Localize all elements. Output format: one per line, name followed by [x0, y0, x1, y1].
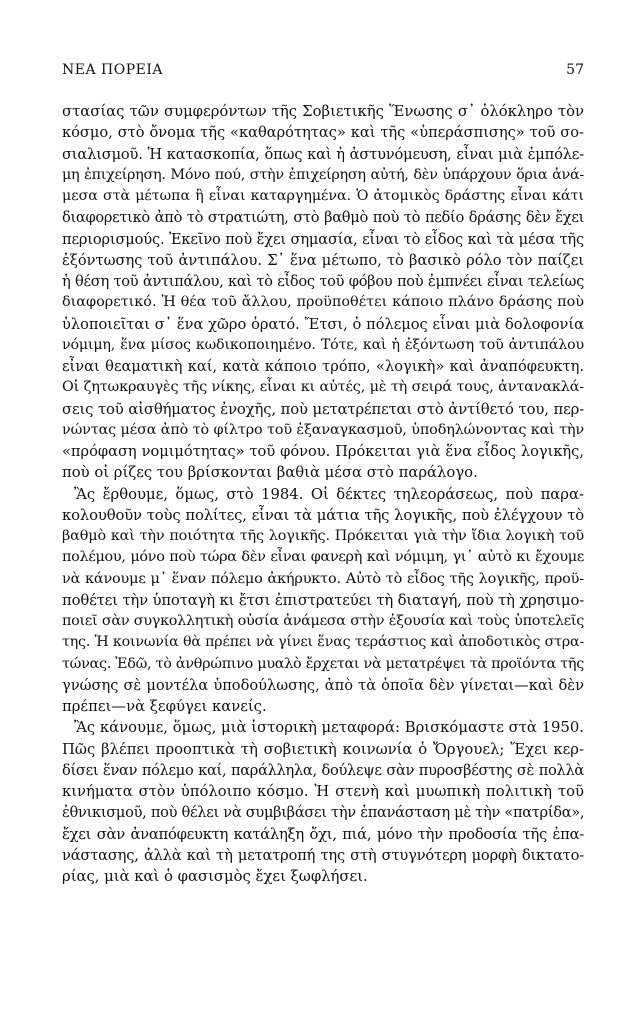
- text-line: Ἂς ἔρθουμε, ὅμως, στὸ 1984. Οἱ δέκτες τηλεοράσεως, ποὺ παρα-: [74, 485, 584, 503]
- text-line: ἐξόντωσης τοῦ ἀντιπάλου. Σ᾽ ἕνα μέτωπο, τὸ βασικὸ ρόλο τὸν παίζει: [62, 251, 584, 269]
- page-number: 57: [566, 62, 584, 78]
- text-line: διαφορετικό. Ἡ θέα τοῦ ἄλλου, προϋποθέτει κάποιο πλάνο δράσης ποὺ: [62, 294, 584, 311]
- text-line: εἶναι θεαματικὴ καί, κατὰ κάποιο τρόπο, «λογικὴ» καὶ ἀναπόφευκτη.: [62, 358, 584, 375]
- text-line: νόμιμη, ἕνα μίσος κωδικοποιημένο. Τότε, καὶ ἡ ἐξόντωση τοῦ ἀντιπάλου: [62, 336, 584, 353]
- text-line: κολουθοῦν τοὺς πολίτες, εἶναι τὰ μάτια τῆς λογικῆς, ποὺ ἐλέγχουν τὸ: [62, 506, 584, 524]
- text-line: κινήματα στὸν ὑπόλοιπο κόσμο. Ἡ στενὴ καὶ μυωπικὴ πολιτικὴ τοῦ: [62, 783, 584, 800]
- text-line: ὑλοποιεῖται σ᾽ ἕνα χῶρο ὁρατό. Ἔτσι, ὁ πόλεμος εἶναι μιὰ δολοφονία: [62, 315, 584, 333]
- text-line: περιορισμούς. Ἐκεῖνο ποὺ ἔχει σημασία, εἶναι τὸ εἶδος καὶ τὰ μέσα τῆς: [62, 230, 584, 248]
- text-line: ποὺ οἱ ρίζες του βρίσκονται βαθιὰ μέσα στὸ παράλογο.: [62, 464, 478, 482]
- text-line: Ἂς κάνουμε, ὅμως, μιὰ ἱστορικὴ μεταφορά: Βρισκόμαστε στὰ 1950.: [74, 719, 584, 737]
- paragraph-2: [62, 484, 584, 718]
- text-line: μεσα στὰ μέτωπα ἢ εἶναι καταργημένα. Ὁ ἀτομικὸς δράστης εἶναι κάτι: [62, 188, 584, 204]
- text-line: βαθμὸ καὶ τὴν ποιότητα τῆς λογικῆς. Πρόκειται γιὰ τὴν ἴδια λογικὴ τοῦ: [62, 528, 584, 544]
- text-line: γνώσης σὲ μοντέλα ὑποδούλωσης, ἀπὸ τὰ ὁποῖα δὲν γίνεται—καὶ δὲν: [62, 676, 584, 694]
- running-header: [62, 60, 584, 80]
- text-line: πολέμου, μόνο ποὺ τώρα δὲν εἶναι φανερὴ καὶ νόμιμη, γι᾽ αὐτὸ κι ἔχουμε: [62, 549, 584, 566]
- text-line: μη ἐπιχείρηση. Μόνο πού, στὴν ἐπιχείρηση αὐτή, δὲν ὑπάρχουν ὅρια ἀνά-: [62, 166, 584, 183]
- text-line: κόσμο, στὸ ὄνομα τῆς «καθαρότητας» καὶ τῆς «ὑπεράσπισης» τοῦ σο-: [62, 124, 584, 142]
- text-line: σεις τοῦ αἰσθήματος ἐνοχῆς, ποὺ μετατρέπεται στὸ ἀντίθετό του, περ-: [62, 400, 584, 418]
- text-line: «πρόφαση νομιμότητας» τοῦ φόνου. Πρόκειται γιὰ ἕνα εἶδος λογικῆς,: [62, 443, 584, 460]
- text-line: ποιεῖ σὰν συγκολλητικὴ οὐσία ἀνάμεσα στὴν ἐξουσία καὶ τοὺς ὑποτελεῖς: [62, 613, 584, 629]
- text-line: νάστασης, ἀλλὰ καὶ τὴ μετατροπή της στὴ στυγνότερη μορφὴ δικτατο-: [62, 846, 584, 864]
- text-line: τώνας. Ἐδῶ, τὸ ἀνθρώπινο μυαλὸ ἔρχεται νὰ μετατρέψει τὰ προϊόντα τῆς: [62, 655, 584, 672]
- text-line: δίσει ἕναν πόλεμο καί, παράλληλα, δούλεψε σὰν πυροσβέστης σὲ πολλὰ: [62, 761, 584, 779]
- text-line: νώντας μέσα ἀπὸ τὸ φίλτρο τοῦ ἐξαναγκασμοῦ, ὑποδηλώνοντας καὶ τὴν: [62, 421, 584, 438]
- text-line: πρέπει—νὰ ξεφύγει κανείς.: [62, 698, 267, 715]
- text-line: ἐθνικισμοῦ, ποὺ θέλει νὰ συμβιβάσει τὴν ἐπανάσταση μὲ τὴν «πατρίδα»,: [62, 804, 584, 822]
- text-line: Πῶς βλέπει προοπτικὰ τὴ σοβιετικὴ κοινωνία ὁ Ὄργουελ; Ἔχει κερ-: [62, 740, 584, 758]
- text-line: διαφορετικὸ ἀπὸ τὸ στρατιώτη, στὸ βαθμὸ ποὺ τὸ πεδίο δράσης δὲν ἔχει: [62, 209, 584, 227]
- paragraph-3: [62, 717, 584, 887]
- text-line: σιαλισμοῦ. Ἡ κατασκοπία, ὅπως καὶ ἡ ἀστυνόμευση, εἶναι μιὰ ἐμπόλε-: [62, 145, 584, 163]
- text-line: της. Ἡ κοινωνία θὰ πρέπει νὰ γίνει ἕνας τεράστιος καὶ ἀποδοτικὸς στρα-: [62, 634, 584, 651]
- paragraph-1: [62, 101, 584, 484]
- text-line: ποθέτει τὴν ὑποταγὴ κι ἔτσι ἐπιστρατεύει τὴ διαταγή, ποὺ τὴ χρησιμο-: [62, 591, 584, 609]
- text-line: στασίας τῶν συμφερόντων τῆς Σοβιετικῆς Ἕνωσης σ᾽ ὁλόκληρο τὸν: [62, 103, 584, 120]
- body-text: [62, 101, 584, 887]
- text-line: ἔχει σὰν ἀναπόφευκτη κατάληξη ὄχι, πιά, μόνο τὴν προδοσία τῆς ἐπα-: [62, 825, 584, 843]
- text-line: νὰ κάνουμε μ᾽ ἕναν πόλεμο ἀκήρυκτο. Αὐτὸ τὸ εἶδος τῆς λογικῆς, προϋ-: [62, 570, 584, 587]
- text-line: Οἱ ζητωκραυγὲς τῆς νίκης, εἶναι κι αὐτές, μὲ τὴ σειρά τους, ἀντανακλά-: [62, 379, 584, 396]
- text-line: ρίας, μιὰ καὶ ὁ φασισμὸς ἔχει ξωφλήσει.: [62, 868, 368, 885]
- text-line: ἡ θέση τοῦ ἀντιπάλου, καὶ τὸ εἶδος τοῦ φόβου ποὺ ἐμπνέει εἶναι τελείως: [62, 273, 584, 290]
- running-title: ΝΕΑ ΠΟΡΕΙΑ: [62, 62, 163, 78]
